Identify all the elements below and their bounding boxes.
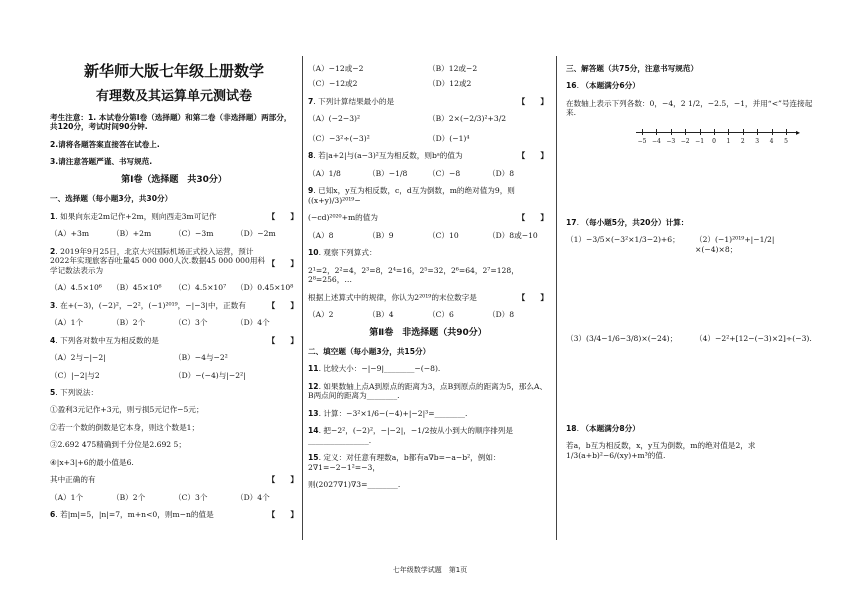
number-line-tick-label: −4: [651, 137, 661, 145]
question-16: 在数轴上表示下列各数：0，−4，2 1/2，−2.5，−1，并用“<”号连接起来.: [566, 98, 813, 118]
number-line-tick: [772, 129, 773, 135]
number-line-tick: [700, 129, 701, 135]
question-3-options: （A）1个 （B）2个 （C）3个 （D）4个: [50, 318, 270, 328]
question-10-formula: 2¹=2，2²=4，2³=8，2⁴=16，2⁵=32，2⁶=64，2⁷=128，2⁸=256，…: [308, 265, 519, 285]
number-line-tick-label: 1: [726, 137, 731, 145]
question-5: 5. 下列说法：: [50, 388, 99, 397]
question-15: 15. 定义：对任意有理数a，b都有a∇b=−a−b²，例如：2∇1=−2−1²=−3，: [308, 453, 501, 472]
number-line-tick: [685, 129, 686, 135]
note-1: 考生注意：1. 本试卷分第Ⅰ卷（选择题）和第二卷（非选择题）两部分，共120分，考试时间90分钟.: [50, 113, 292, 132]
column-divider-1: [302, 56, 303, 540]
question-6-options: （A）−12或−2 （B）12或−2 （C）−12或2 （D）12或2: [308, 64, 478, 89]
number-line-tick: [728, 129, 729, 135]
number-line-tick: [656, 129, 657, 135]
question-5-statement-2: ②若一个数的倒数是它本身，则这个数是1；: [50, 422, 200, 432]
question-17-row-2: （3）(3/4−1/6−3/8)×(−24)； （4）−2²+[12−(−3)×2]÷(−3).: [566, 334, 812, 344]
question-7: 7. 下列计算结果最小的是 【 】: [308, 96, 548, 106]
question-17-row-1: （1）−3/5×(−3²×1/3−2)+6； （2）(−1)²⁰¹⁹+|−1/2|×(−4)×8；: [566, 235, 775, 254]
question-5-statement-3: ③2.692 475精确到千分位是2.692 5；: [50, 440, 186, 450]
question-18-header: 18. （本题满分8分）: [566, 423, 640, 433]
column-right: [566, 64, 816, 468]
question-5-prompt: 其中正确的有 【 】: [50, 475, 298, 485]
note-3: 3.请注意答题严谨、书写规范.: [50, 157, 153, 167]
question-11: 11. 比较大小：−|−9|________−(−8).: [308, 364, 441, 374]
page-footer: 七年级数学试题 第1页: [392, 566, 468, 574]
question-2-options: （A）4.5×10⁶ （B）45×10⁶ （C）4.5×10⁷ （D）0.45×10⁸: [50, 283, 294, 293]
number-line-tick-label: 4: [769, 137, 774, 145]
question-6: 6. 若|m|=5，|n|=7，m+n<0，则m−n的值是 【 】: [50, 510, 298, 520]
number-line-tick-label: 2: [740, 137, 745, 145]
section-answer: 三、解答题（共75分，注意书写规范）: [566, 64, 699, 73]
arrow-right-icon: ▸: [795, 127, 800, 137]
number-line: [636, 126, 800, 152]
number-line-tick: [642, 129, 643, 135]
question-5-statement-1: ①盈利3元记作+3元，则亏损5元记作−5元；: [50, 405, 204, 415]
question-5-statement-4: ④|x+3|+6的最小值是6.: [50, 457, 134, 467]
number-line-tick-label: 5: [784, 137, 788, 145]
question-5-options: （A）1个 （B）2个 （C）3个 （D）4个: [50, 492, 270, 502]
question-14: 14. 把−2²，(−2)²，−|−2|，−1/2按从小到大的顺序排列是________________.: [308, 426, 513, 445]
question-2: 2. 2019年9月25日，北京大兴国际机场正式投入运营，预计2022年实现旅客吞吐量45 000 000人次.数据45 000 000用科学记数法表示为 【 】: [50, 246, 298, 275]
question-9: 9. 已知x，y互为相反数，c，d互为倒数，m的绝对值为9，则((x+y)/3)²⁰¹⁹−: [308, 186, 515, 205]
number-line-tick-label: −5: [637, 137, 647, 145]
question-12: 12. 如果数轴上点A到原点的距离为3，点B到原点的距离为5，那么A、B两点间的距离为________.: [308, 381, 548, 401]
question-1-options: （A）+3m （B）+2m （C）−3m （D）−2m: [50, 229, 276, 239]
number-line-tick: [714, 129, 715, 135]
number-line-tick: [743, 129, 744, 135]
question-16-header: 16. （本题满分6分）: [566, 81, 640, 91]
question-15-cont: 则(2027∇1)∇3=________.: [308, 480, 401, 490]
question-4-options: （A）2与−|−2| （B）−4与−2² （C）|−2|与2 （D）−(−4)与|−2²|: [50, 353, 246, 380]
column-divider-2: [556, 56, 557, 540]
question-1: 1. 如果向东走2m记作+2m，则向西走3m可记作 【 】: [50, 211, 298, 221]
number-line-tick-label: −3: [666, 137, 676, 145]
question-18: 若a，b互为相反数，x，y互为倒数，m的绝对值是2，求1/3(a+b)²−6/(xy)+m³的值.: [566, 441, 756, 460]
question-9-cont: (−cd)²⁰²⁰+m的值为 【 】: [308, 213, 548, 223]
question-3: 3. 在+(−3)，(−2)²，−2²，(−1)²⁰¹⁹，−|−3|中，正数有 【 】: [50, 300, 298, 310]
number-line-tick-label: −2: [680, 137, 690, 145]
section-choice: 一、选择题（每小题3分，共30分）: [50, 194, 173, 204]
question-4: 4. 下列各对数中互为相反数的是 【 】: [50, 335, 298, 345]
question-13: 13. 计算：−3²×1/6−(−4)+|−2|³=________.: [308, 408, 468, 418]
question-8-options: （A）1/8 （B）−1/8 （C）−8 （D）8: [308, 168, 515, 178]
column-middle: [308, 64, 548, 498]
number-line-tick: [786, 129, 787, 135]
number-line-tick-label: −1: [695, 137, 705, 145]
question-8: 8. 若|a+2|与(a−3)²互为相反数，则bᵃ的值为 【 】: [308, 151, 548, 161]
note-2: 2.请将各题答案直接答在试卷上.: [50, 139, 160, 149]
question-17-header: 17. （每小题5分，共20分）计算：: [566, 217, 689, 227]
number-line-tick-label: 3: [755, 137, 760, 145]
paper-title: 新华师大版七年级上册数学: [83, 62, 264, 80]
part2-title: 第Ⅱ卷 非选择题（共90分）: [369, 327, 487, 338]
question-10-prompt: 根据上述算式中的规律，你认为2²⁰¹⁹的末位数字是 【 】: [308, 292, 548, 302]
section-fill: 二、填空题（每小题3分，共15分）: [308, 347, 431, 356]
number-line-tick: [757, 129, 758, 135]
question-10: 10. 观察下列算式：: [308, 248, 377, 258]
part1-title: 第Ⅰ卷（选择题 共30分）: [121, 174, 227, 185]
question-7-options: （A）(−2−3)² （B）2×(−2/3)²+3/2 （C）−3²÷(−3)² （D）(−1)⁴: [308, 114, 507, 143]
number-line-tick-label: 0: [712, 137, 716, 145]
number-line-tick: [671, 129, 672, 135]
column-left: [50, 56, 298, 528]
paper-subtitle: 有理数及其运算单元测试卷: [95, 88, 252, 104]
question-9-options: （A）8 （B）9 （C）10 （D）8或−10: [308, 230, 538, 240]
question-10-options: （A）2 （B）4 （C）6 （D）8: [308, 310, 515, 320]
